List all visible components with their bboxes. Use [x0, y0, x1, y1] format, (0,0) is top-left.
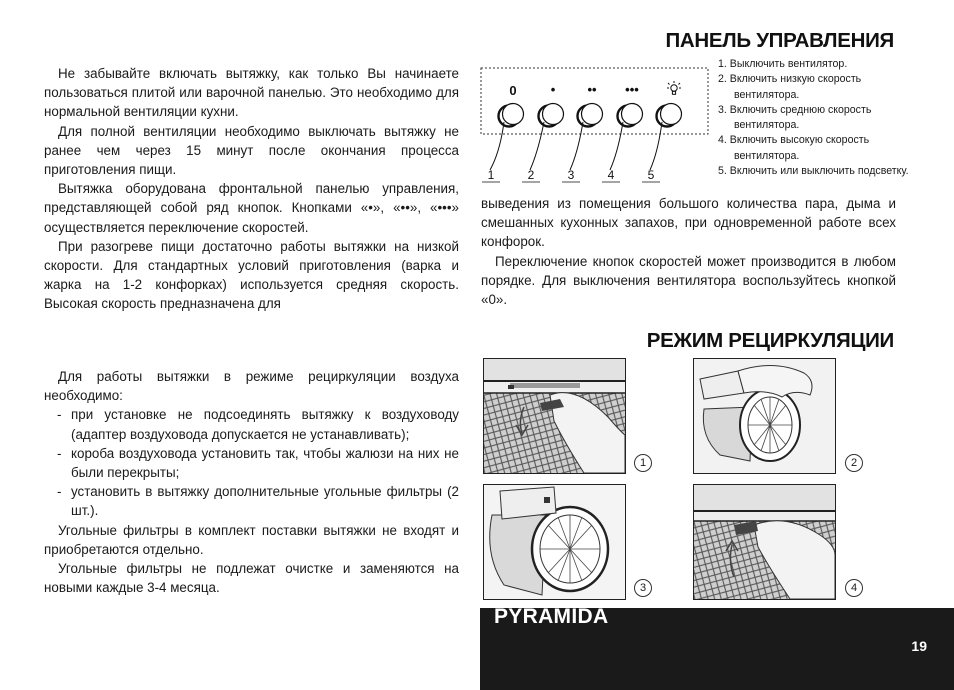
right-top-text	[481, 194, 896, 309]
paragraph: Не забывайте включать вытяжку, как только Вы начинаете пользоваться плитой или варочной панелью. Это необходимо для нормальной вентиляции кухни.	[44, 66, 459, 120]
legend-item: 2. Включить низкую скорость вентилятора.	[718, 73, 862, 101]
paragraph: Переключение кнопок скоростей может производится в любом порядке. Для выключения вентилятора воспользуйтесь кнопкой «0».	[481, 253, 896, 308]
step-number: 4	[845, 579, 863, 597]
step-image-4	[693, 484, 836, 600]
paragraph: Для работы вытяжки в режиме рециркуляции воздуха необходимо:	[44, 369, 459, 404]
step-number: 1	[634, 454, 652, 472]
step-number: 2	[845, 454, 863, 472]
list-item: - установить в вытяжку дополнительные угольные фильтры (2 шт.).	[44, 482, 459, 520]
step-number: 3	[634, 579, 652, 597]
brand-logo: PYRAMIDA	[494, 605, 609, 628]
panel-legend	[718, 57, 918, 179]
legend-item: 5. Включить или выключить подсветку.	[718, 165, 909, 178]
list-item: - короба воздуховода установить так, чтобы жалюзи на них не были перекрыты;	[44, 444, 459, 482]
button-symbol: 0	[509, 83, 517, 98]
light-bulb-icon	[667, 81, 681, 94]
button-number: 4	[607, 168, 615, 182]
page-number: 19	[911, 638, 927, 654]
control-panel-diagram	[478, 64, 714, 186]
paragraph: Вытяжка оборудована фронтальной панелью управления, представляющей собой ряд кнопок. Кнопками «•», «••», «•••» осуществляется переключение скоростей.	[44, 181, 459, 235]
button-number: 5	[647, 168, 655, 182]
step-image-2	[693, 358, 836, 474]
button-knob	[610, 104, 643, 171]
paragraph: Угольные фильтры в комплект поставки вытяжки не входят и приобретаются отдельно.	[44, 522, 459, 557]
button-number: 3	[567, 168, 575, 182]
left-top-text	[44, 64, 459, 314]
button-number: 1	[487, 168, 495, 182]
button-knob	[570, 104, 603, 171]
button-symbol: •	[550, 82, 556, 97]
button-knob	[530, 104, 564, 171]
button-number: 2	[527, 168, 535, 182]
button-knob	[650, 104, 682, 171]
recirculation-text	[44, 367, 459, 597]
legend-item: 1. Выключить вентилятор.	[718, 58, 848, 70]
recirculation-heading: РЕЖИМ РЕЦИРКУЛЯЦИИ	[646, 329, 894, 352]
list-item: - при установке не подсоединять вытяжку к воздуховоду (адаптер воздуховода допускается не устанавливать);	[44, 405, 459, 443]
button-symbol: ••	[587, 82, 597, 97]
paragraph: Для полной вентиляции необходимо выключать вытяжку не ранее чем через 15 минут после окончания процесса приготовления пищи.	[44, 123, 459, 178]
requirements-list	[44, 405, 459, 520]
button-knob	[490, 104, 524, 171]
button-symbol: •••	[625, 82, 639, 97]
panel-heading: ПАНЕЛЬ УПРАВЛЕНИЯ	[665, 29, 894, 52]
paragraph: выведения из помещения большого количества пара, дыма и смешанных кухонных запахов, при одновременной работе всех конфорок.	[481, 196, 896, 250]
footer-bar	[480, 605, 954, 690]
paragraph: Угольные фильтры не подлежат очистке и заменяются на новыми каждые 3-4 месяца.	[44, 561, 459, 596]
legend-item: 3. Включить среднюю скорость вентилятора.	[718, 103, 872, 132]
step-image-1	[483, 358, 626, 474]
step-image-3	[483, 484, 626, 600]
legend-item: 4. Включить высокую скорость вентилятора.	[718, 134, 870, 162]
paragraph: При разогреве пищи достаточно работы вытяжки на низкой скорости. Для стандартных условий приготовления (варка и жарка на 1-2 конфорках) используется средняя скорость. Высокая скорость предназначена для	[44, 238, 459, 312]
